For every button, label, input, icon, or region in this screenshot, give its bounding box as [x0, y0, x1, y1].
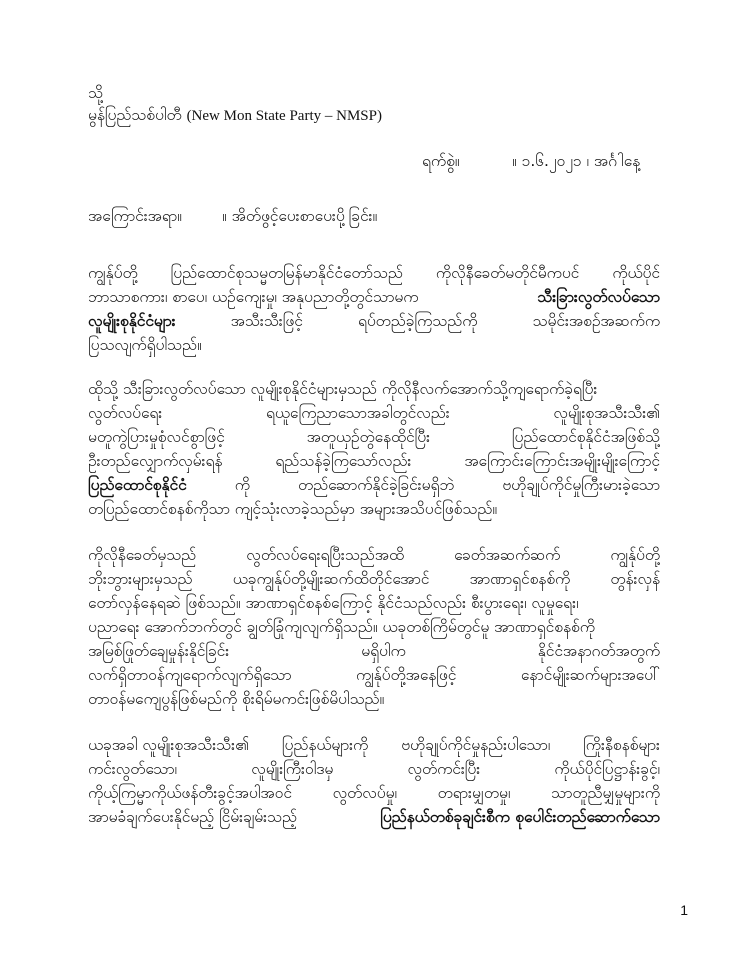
text-segment: တရားမျှတမှု၊ [437, 784, 511, 802]
paragraph-3-line-5 [88, 640, 660, 662]
subject-value: ။ အိတ်ဖွင့်ပေးစာပေးပို့ခြင်း။ [222, 207, 378, 225]
text-segment: ပြည်နယ်များကို [281, 736, 369, 754]
text-segment: တွန်းလှန် [610, 570, 660, 588]
paragraph-2-line-5 [88, 474, 660, 496]
text-segment: ကိုလိုနီခေတ်မှသည် [88, 546, 197, 564]
text-segment: အကြောင်းကြောင်းအမျိုးမျိုးကြောင့် [464, 452, 660, 470]
paragraph-3-line-7: တာဝန်မကျေပွန်ဖြစ်မည်ကို စိုးရိမ်မကင်းဖြစ်မိပါသည်။ [88, 690, 385, 708]
text-segment: ယခုအခါ လူမျိုးစုအသီးသီး၏ [88, 736, 249, 754]
text-segment: နိုင်ငံအနာဂတ်အတွက် [537, 642, 660, 660]
text-segment: ရယူကြေညာသောအခါတွင်လည်း [265, 404, 450, 422]
text-segment: လွတ်လပ်ရေးရပြီးသည်အထိ [246, 546, 405, 564]
text-segment: ဗဟိုချုပ်ကိုင်မှုကြီးမားခဲ့သော [502, 476, 660, 494]
text-segment: အာဏာရှင်စနစ်ကို [469, 570, 571, 588]
paragraph-4-line-3 [88, 782, 660, 804]
text-segment: ကိုလိုနီခေတ်မတိုင်မီကပင် [435, 264, 580, 282]
bold-segment: ပြည်ထောင်စုနိုင်ငံ [88, 476, 187, 494]
text-segment: ကို [234, 476, 250, 494]
page-number: 1 [680, 902, 688, 918]
recipient-line [88, 104, 382, 127]
text-segment: မတူကွဲပြားမှုစုံလင်စွာဖြင့် [88, 428, 225, 446]
date-value: ။ ၁.၆.၂၀၂၁ ၊ အင်္ဂါနေ့ [512, 152, 641, 170]
text-segment: အမြစ်ဖြုတ်ချေမှုန်းနိုင်ခြင်း [88, 642, 230, 660]
text-segment: ကျွန်ုပ်တို့ [88, 264, 138, 282]
text-segment: အသီးသီးဖြင့် [230, 312, 303, 330]
subject-label: အကြောင်းအရာ။ [88, 207, 182, 225]
paragraph-1-line-2 [88, 286, 660, 308]
text-segment: ကျွန်ုပ်တို့ [610, 546, 660, 564]
text-segment: ကျွန်ုပ်တို့အနေဖြင့် [356, 666, 457, 684]
paragraph-2-line-4 [88, 450, 660, 472]
text-segment: ဦးတည်လျှောက်လှမ်းရန် [88, 452, 223, 470]
paragraph-3-line-3: တော်လှန်နေရဆဲ ဖြစ်သည်။ အာဏာရှင်စနစ်ကြောင့် နိုင်ငံသည်လည်း စီးပွားရေး၊ လူမှုရေး၊ [88, 594, 579, 612]
text-segment: အာမခံချက်ပေးနိုင်မည့် ငြိမ်းချမ်းသည့် [88, 808, 298, 826]
text-segment: ပြည်ထောင်စုသမ္မတမြန်မာနိုင်ငံတော်သည် [170, 264, 403, 282]
bold-segment: လူမျိုးစုနိုင်ငံများ [88, 312, 176, 330]
paragraph-3-line-1 [88, 544, 660, 566]
text-segment: လွတ်ကင်းပြီး [407, 760, 481, 778]
text-segment: လူမျိုးစုအသီးသီး၏ [553, 404, 660, 422]
recipient-mm: မွန်ပြည်သစ်ပါတီ [88, 106, 182, 124]
text-segment: အတူယှဉ်တွဲနေထိုင်ပြီး [306, 428, 431, 446]
text-segment: ခေတ်အဆက်ဆက် [454, 546, 561, 564]
paragraph-1-line-1 [88, 262, 660, 284]
text-segment: မရှိပါက [361, 642, 406, 660]
text-segment: ဗဟိုချုပ်ကိုင်မှုနည်းပါသော၊ [401, 736, 551, 754]
paragraph-1-line-4: ပြသလျက်ရှိပါသည်။ [88, 336, 202, 354]
text-segment: လွတ်လပ်မှု၊ [332, 784, 397, 802]
text-segment: ကြိုးနီစနစ်များ [583, 736, 660, 754]
paragraph-4-line-1 [88, 734, 660, 756]
text-segment: တည်ဆောက်နိုင်ခဲ့ခြင်းမရှိဘဲ [298, 476, 455, 494]
paragraph-3-line-2 [88, 568, 660, 590]
paragraph-2-line-6: တပြည်ထောင်စနစ်ကိုသာ ကျင့်သုံးလာခဲ့သည်မှာ အများအသိပင်ဖြစ်သည်။ [88, 500, 498, 518]
text-segment: လူမျိုးကြီးဝါဒမှ [251, 760, 334, 778]
text-segment: ရပ်တည်ခဲ့ကြသည်ကို [357, 312, 478, 330]
paragraph-2-line-3 [88, 426, 660, 448]
text-segment: လက်ရှိတာဝန်ကျရောက်လျက်ရှိသော [88, 666, 292, 684]
paragraph-3-line-4: ပညာရေး အောက်ဘက်တွင် ချွတ်ခြုံကျလျက်ရှိသည်။ ယခုတစ်ကြိမ်တွင်မူ အာဏာရှင်စနစ်ကို [88, 618, 595, 636]
text-segment: ဘာသာစကား၊ စာပေ၊ ယဉ်ကျေးမှု၊ အနုပညာတို့တွင်သာမက [88, 288, 419, 306]
bold-segment: ပြည်နယ်တစ်ခုချင်းစီက စုပေါင်းတည်ဆောက်သော [380, 808, 660, 826]
text-segment: ကိုယ်ပိုင် [612, 264, 660, 282]
text-segment: ကိုယ်ပိုင်ပြဋ္ဌာန်းခွင့်၊ [554, 760, 660, 778]
paragraph-4-line-4 [88, 806, 660, 828]
text-segment: ကိုယ့်ကြမ္မာကိုယ်ဖန်တီးခွင့်အပါအဝင် [88, 784, 292, 802]
to-label: သို့ [88, 84, 103, 102]
text-segment: ပြည်ထောင်စုနိုင်ငံအဖြစ်သို့ [511, 428, 660, 446]
paragraph-1-line-3 [88, 310, 660, 332]
text-segment: ယခုကျွန်ုပ်တို့မျိုးဆက်ထိတိုင်အောင် [232, 570, 430, 588]
paragraph-4-line-2 [88, 758, 660, 780]
paragraph-2-line-1: ထိုသို့ သီးခြားလွတ်လပ်သော လူမျိုးစုနိုင်ငံများမှသည် ကိုလိုနီလက်အောက်သို့ကျရောက်ခဲ့ရပြီး [88, 380, 598, 398]
recipient-en: (New Mon State Party – NMSP) [186, 108, 382, 124]
text-segment: ဘိုးဘွားများမှသည် [88, 570, 193, 588]
text-segment: လွတ်လပ်ရေး [88, 404, 163, 422]
paragraph-3-line-6 [88, 664, 660, 686]
text-segment: သာတူညီမျှမှုများကို [551, 784, 660, 802]
text-segment: နောင်မျိုးဆက်များအပေါ် [520, 666, 660, 684]
text-segment: ကင်းလွတ်သော၊ [88, 760, 177, 778]
bold-segment: သီးခြားလွတ်လပ်သော [537, 288, 660, 306]
text-segment: ရည်သန်ခဲ့ကြသော်လည်း [275, 452, 412, 470]
date-label: ရက်စွဲ။ [422, 152, 460, 170]
text-segment: သမိုင်းအစဉ်အဆက်က [532, 312, 660, 330]
paragraph-2-line-2 [88, 402, 660, 424]
